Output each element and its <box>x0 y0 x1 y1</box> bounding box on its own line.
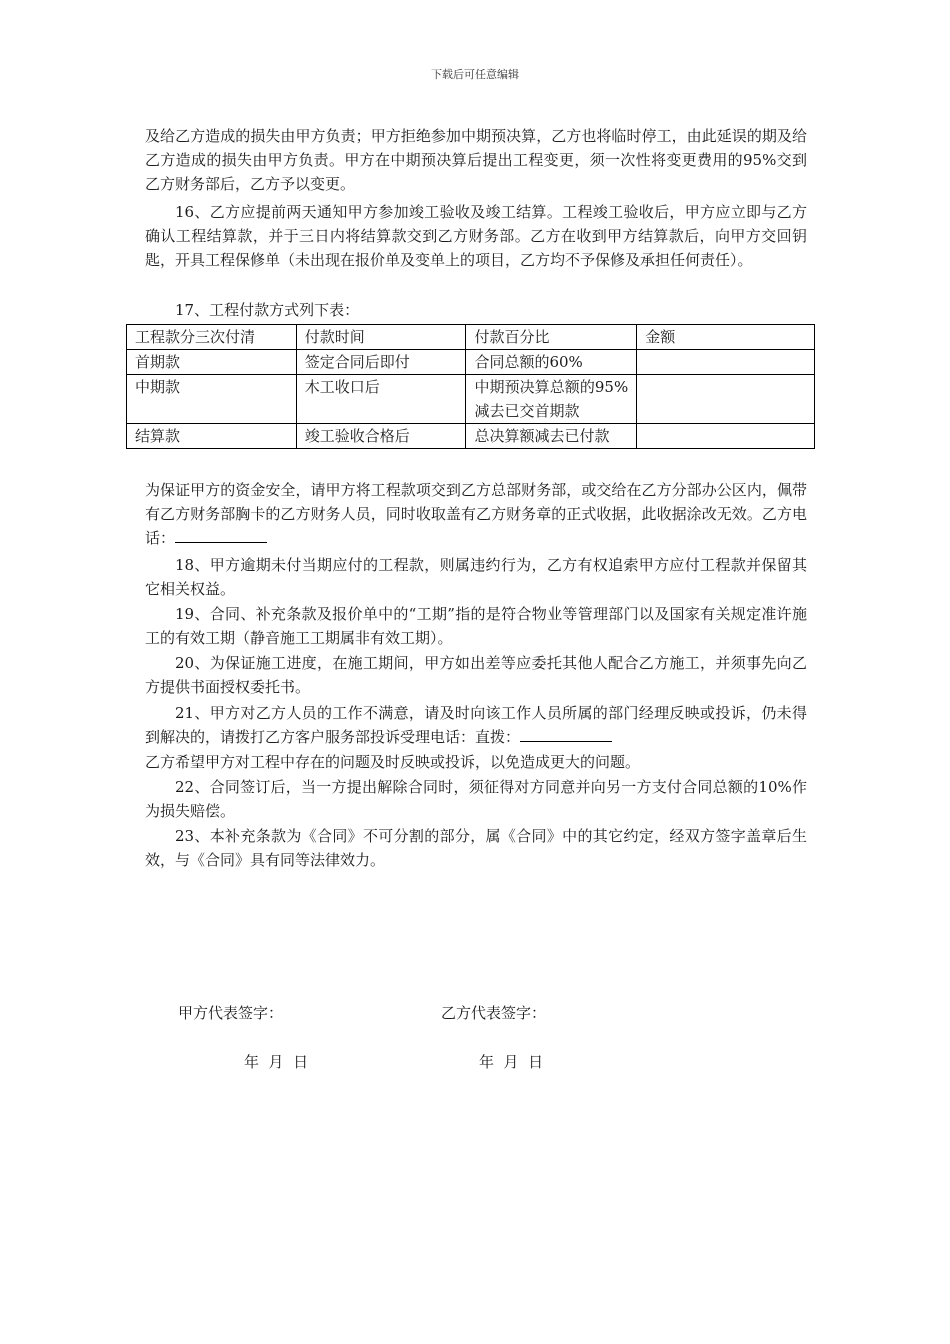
table-row <box>127 424 815 449</box>
table-cell: 木工收口后 <box>296 375 466 424</box>
clause-21-text: 21、甲方对乙方人员的工作不满意，请及时向该工作人员所属的部门经理反映或投诉，仍未得到解决的，请拨打乙方客户服务部投诉受理电话：直拨： <box>145 704 807 746</box>
table-cell: 合同总额的60% <box>466 350 637 375</box>
paragraph-continued: 及给乙方造成的损失由甲方负责；甲方拒绝参加中期预决算，乙方也将临时停工，由此延误的期及给乙方造成的损失由甲方负责。甲方在中期预决算后提出工程变更，须一次性将变更费用的95%交到乙方财务部后，乙方予以变更。 <box>145 127 807 193</box>
clause-18: 18、甲方逾期未付当期应付的工程款，则属违约行为，乙方有权追索甲方应付工程款并保留其它相关权益。 <box>145 556 807 598</box>
table-cell: 中期款 <box>127 375 297 424</box>
table-cell <box>637 375 815 424</box>
page-header: 下载后可任意编辑 <box>431 68 519 81</box>
clause-21-note: 乙方希望甲方对工程中存在的问题及时反映或投诉，以免造成更大的问题。 <box>145 753 641 771</box>
table-header-cell: 工程款分三次付清 <box>127 325 297 350</box>
clause-22: 22、合同签订后，当一方提出解除合同时，须征得对方同意并向另一方支付合同总额的10%作为损失赔偿。 <box>145 778 807 820</box>
clause-20: 20、为保证施工进度，在施工期间，甲方如出差等应委托其他人配合乙方施工，并须事先向乙方提供书面授权委托书。 <box>145 654 807 696</box>
clause-19: 19、合同、补充条款及报价单中的“工期”指的是符合物业等管理部门以及国家有关规定准许施工的有效工期（静音施工工期属非有效工期）。 <box>145 605 807 647</box>
party-a-signature-label: 甲方代表签字： <box>178 1004 284 1022</box>
table-cell: 首期款 <box>127 350 297 375</box>
clause-17: 17、工程付款方式列下表： <box>175 301 360 319</box>
party-a-date: 年 月 日 <box>244 1053 309 1071</box>
table-cell: 结算款 <box>127 424 297 449</box>
party-b-signature-label: 乙方代表签字： <box>441 1004 547 1022</box>
phone-blank <box>175 527 267 543</box>
table-header-cell: 付款百分比 <box>466 325 637 350</box>
table-cell <box>637 424 815 449</box>
clause-23: 23、本补充条款为《合同》不可分割的部分，属《合同》中的其它约定，经双方签字盖章后生效，与《合同》具有同等法律效力。 <box>145 827 807 869</box>
clause-21 <box>145 701 807 749</box>
payment-table <box>126 324 815 449</box>
table-header-cell: 付款时间 <box>296 325 466 350</box>
table-cell <box>637 350 815 375</box>
fund-safety-paragraph <box>145 478 807 550</box>
fund-safety-text: 为保证甲方的资金安全，请甲方将工程款项交到乙方总部财务部，或交给在乙方分部办公区内，佩带有乙方财务部胸卡的乙方财务人员，同时收取盖有乙方财务章的正式收据，此收据涂改无效。乙方电话： <box>145 481 807 547</box>
party-b-date: 年 月 日 <box>479 1053 544 1071</box>
table-header-cell: 金额 <box>637 325 815 350</box>
table-row <box>127 375 815 424</box>
table-cell: 竣工验收合格后 <box>296 424 466 449</box>
clause-16: 16、乙方应提前两天通知甲方参加竣工验收及竣工结算。工程竣工验收后，甲方应立即与乙方确认工程结算款，并于三日内将结算款交到乙方财务部。乙方在收到甲方结算款后，向甲方交回钥匙，开具工程保修单（未出现在报价单及变单上的项目，乙方均不予保修及承担任何责任）。 <box>145 203 807 269</box>
table-cell: 中期预决算总额的95%减去已交首期款 <box>466 375 637 424</box>
table-row <box>127 350 815 375</box>
table-cell: 总决算额减去已付款 <box>466 424 637 449</box>
table-cell: 签定合同后即付 <box>296 350 466 375</box>
table-header-row <box>127 325 815 350</box>
direct-line-blank <box>520 726 612 742</box>
